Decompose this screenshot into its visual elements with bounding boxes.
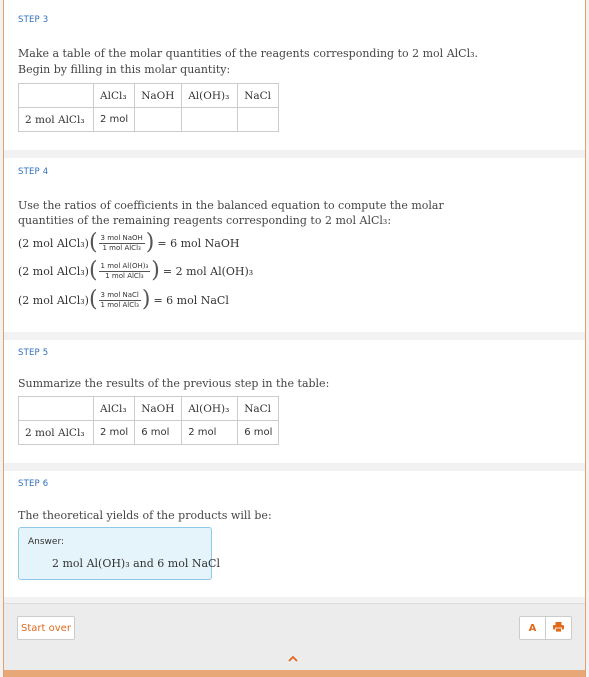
fraction [99, 234, 145, 253]
paren-open: ( [88, 258, 98, 283]
print-button[interactable] [545, 616, 572, 640]
fraction-denominator: 1 mol AlCl₃ [105, 271, 144, 280]
table-cell: AlCl₃ [94, 84, 135, 108]
fraction-numerator: 1 mol Al(OH)₃ [100, 261, 149, 270]
equation-rhs: = 6 mol NaOH [157, 236, 240, 250]
molar-table [18, 83, 279, 132]
start-over-button[interactable]: Start over [17, 616, 75, 640]
fraction-numerator: 3 mol NaOH [100, 233, 143, 242]
chevron-up-icon[interactable] [287, 654, 299, 664]
equation-lhs: (2 mol AlCl₃) [18, 264, 89, 278]
text-size-button[interactable] [519, 616, 546, 640]
table-cell: NaCl [238, 397, 279, 421]
step-3-section [4, 0, 585, 150]
step-label: STEP 3 [18, 15, 49, 25]
table-cell: Al(OH)₃ [182, 397, 238, 421]
table-cell [238, 108, 279, 132]
table-cell: NaCl [238, 84, 279, 108]
step-text: Use the ratios of coefficients in the balanced equation to compute the molar [18, 199, 444, 212]
equation [18, 260, 253, 282]
footer-toolbar [4, 603, 585, 670]
step-4-section [4, 158, 585, 332]
paren-close: ) [145, 230, 155, 255]
step-5-section [4, 340, 585, 463]
table-cell [135, 108, 182, 132]
table-cell: 6 mol [135, 421, 182, 445]
table-cell [182, 108, 238, 132]
step-text: Begin by filling in this molar quantity: [18, 63, 231, 76]
paren-open: ( [88, 287, 98, 312]
step-6-section [4, 471, 585, 597]
equation-rhs: = 6 mol NaCl [153, 293, 229, 307]
fraction-denominator: 1 mol AlCl₃ [100, 300, 139, 309]
table-cell: 2 mol [182, 421, 238, 445]
equation [18, 289, 229, 311]
table-header-row [19, 397, 279, 421]
answer-box [18, 527, 220, 580]
fraction [99, 291, 141, 310]
paren-close: ) [141, 287, 151, 312]
text-size-icon: A [528, 622, 537, 634]
table-cell: 2 mol AlCl₃ [19, 421, 94, 445]
fraction-numerator: 3 mol NaCl [100, 290, 139, 299]
table-cell: 2 mol AlCl₃ [19, 108, 94, 132]
equation-lhs: (2 mol AlCl₃) [18, 293, 89, 307]
table-cell: 2 mol [94, 108, 135, 132]
table-cell: Al(OH)₃ [182, 84, 238, 108]
step-label: STEP 4 [18, 167, 49, 177]
fraction-denominator: 1 mol AlCl₃ [102, 243, 141, 252]
step-label: STEP 5 [18, 348, 49, 358]
table-cell [19, 84, 94, 108]
table-cell [19, 397, 94, 421]
table-header-row [19, 84, 279, 108]
equation [18, 232, 239, 254]
answer-label: Answer: [28, 537, 65, 547]
table-cell: AlCl₃ [94, 397, 135, 421]
step-label: STEP 6 [18, 479, 49, 489]
table-cell: NaOH [135, 84, 182, 108]
equation-lhs: (2 mol AlCl₃) [18, 236, 89, 250]
step-text: Make a table of the molar quantities of the reagents corresponding to 2 mol AlCl₃. [18, 47, 478, 60]
step-text: quantities of the remaining reagents corresponding to 2 mol AlCl₃: [18, 214, 392, 227]
answer-text: 2 mol Al(OH)₃ and 6 mol NaCl [52, 557, 220, 570]
step-text: Summarize the results of the previous step in the table: [18, 377, 330, 390]
table-cell: 6 mol [238, 421, 279, 445]
molar-table [18, 396, 279, 445]
step-text: The theoretical yields of the products will be: [18, 509, 272, 522]
paren-close: ) [151, 258, 160, 283]
table-cell: 2 mol [94, 421, 135, 445]
printer-icon [553, 622, 564, 635]
table-row [19, 108, 279, 132]
fraction [99, 262, 151, 281]
equation-rhs: = 2 mol Al(OH)₃ [162, 264, 254, 278]
paren-open: ( [88, 230, 98, 255]
table-row [19, 421, 279, 445]
bottom-accent-bar [4, 670, 585, 677]
table-cell: NaOH [135, 397, 182, 421]
